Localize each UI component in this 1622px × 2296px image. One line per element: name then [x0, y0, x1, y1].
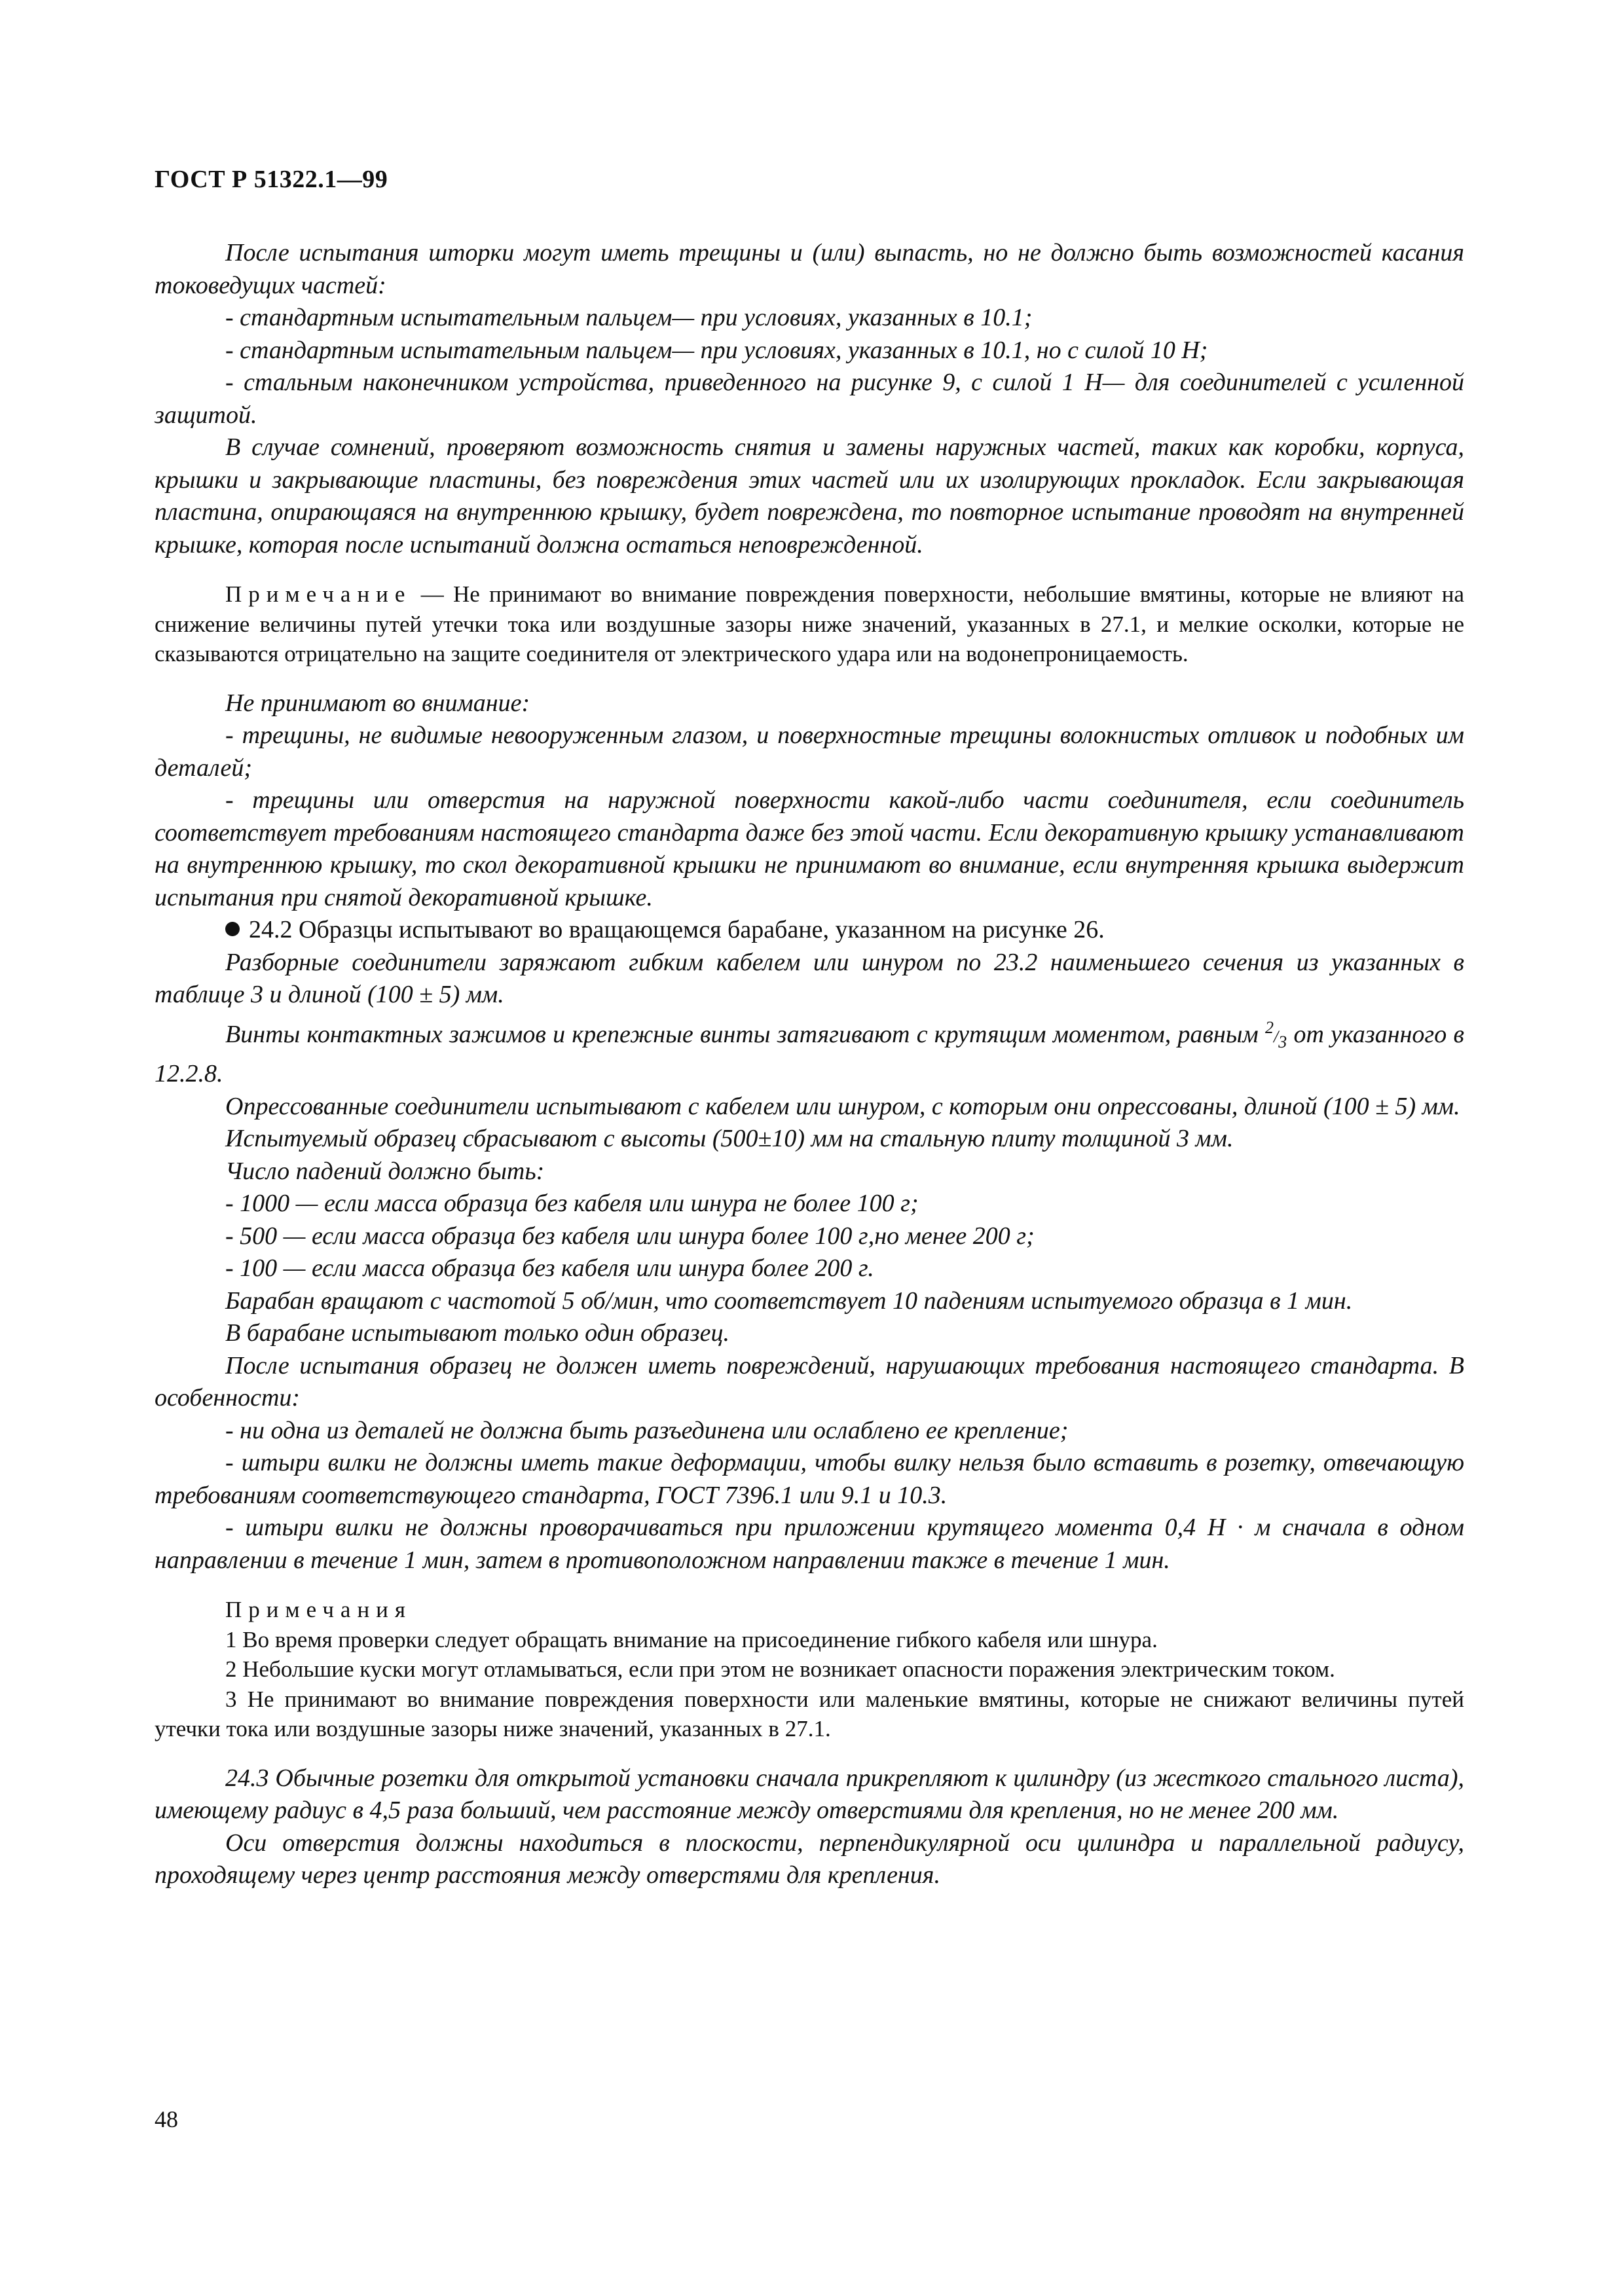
paragraph: В барабане испытывают только один образец.: [225, 1319, 729, 1347]
text-fragment: Винты контактных зажимов и крепежные винты затягивают с крутящим моментом, равным: [225, 1020, 1266, 1048]
note-item: 3 Не принимают во внимание повреждения поверхности или маленькие вмятины, которые не снижают величины путей утечки тока или воздушные зазоры ниже значений, указанных в 27.1.: [155, 1686, 1464, 1741]
list-item: - 100 — если масса образца без кабеля или шнура более 200 г.: [225, 1254, 874, 1282]
section-text: 24.2 Образцы испытывают во вращающемся барабане, указанном на рисунке 26.: [249, 916, 1105, 943]
text-fragment: от указанного в 12.2.8.: [155, 1020, 1464, 1087]
note-text: — Не принимают во внимание повреждения поверхности, небольшие вмятины, которые не влияют на снижение величины путей утечки тока или воздушные зазоры ниже значений, указанных в 27.1, и мелкие осколки, которые не сказываются отрицательно на защите соединителя от электрического удара или на водонепроницаемость.: [155, 581, 1464, 666]
paragraph: В случае сомнений, проверяют возможность снятия и замены наружных частей, таких как коробки, корпуса, крышки и закрывающие пластины, без повреждения этих частей или их изолирующих прокладок. Если закрывающая пластина, опирающаяся на внутреннюю крышку, будет повреждена, то повторное испытание проводят на внутренней крышке, которая после испытаний должна остаться неповрежденной.: [155, 433, 1464, 558]
list-item: - стандартным испытательным пальцем— при условиях, указанных в 10.1, но с силой 10 Н;: [225, 336, 1208, 364]
list-item: - ни одна из деталей не должна быть разъединена или ослаблено ее крепление;: [225, 1416, 1069, 1444]
note: [155, 579, 1464, 669]
page-content: [155, 237, 1464, 1892]
fraction-slash: /: [1274, 1027, 1279, 1046]
list-item: - стандартным испытательным пальцем— при условиях, указанных в 10.1;: [225, 304, 1033, 331]
paragraph: Барабан вращают с частотой 5 об/мин, что соответствует 10 падениям испытуемого образца в 1 мин.: [225, 1286, 1353, 1315]
list-item: - 500 — если масса образца без кабеля или шнура более 100 г,но менее 200 г;: [225, 1222, 1035, 1250]
paragraph: 24.3 Обычные розетки для открытой установки сначала прикрепляют к цилиндру (из жесткого стального листа), имеющему радиус в 4,5 раза больший, чем расстояние между отверстиями для крепления, но не менее 200 мм.: [155, 1764, 1464, 1824]
paragraph: Разборные соединители заряжают гибким кабелем или шнуром по 23.2 наименьшего сечения из указанных в таблице 3 и длиной (100 ± 5) мм.: [155, 948, 1464, 1008]
note-item: 1 Во время проверки следует обращать внимание на присоединение гибкого кабеля или шнура.: [225, 1626, 1158, 1652]
list-item: - штыри вилки не должны проворачиваться при приложении крутящего момента 0,4 Н · м сначала в одном направлении в течение 1 мин, затем в противоположном направлении также в течение 1 мин.: [155, 1514, 1464, 1574]
paragraph: Оси отверстия должны находиться в плоскости, перпендикулярной оси цилиндра и параллельной радиусу, проходящему через центр расстояния между отверстями для крепления.: [155, 1829, 1464, 1889]
paragraph: Испытуемый образец сбрасывают с высоты (500±10) мм на стальную плиту толщиной 3 мм.: [225, 1125, 1234, 1152]
list-item: - трещины, не видимые невооруженным глазом, и поверхностные трещины волокнистых отливок и подобных им деталей;: [155, 721, 1464, 782]
list-item: - 1000 — если масса образца без кабеля или шнура не более 100 г;: [225, 1190, 919, 1217]
list-item: - трещины или отверстия на наружной поверхности какой-либо части соединителя, если соединитель соответствует требованиям настоящего стандарта даже без этой части. Если декоративную крышку устанавливают на внутреннюю крышку, то скол декоративной крышки не принимают во внимание, если внутренняя крышка выдержит испытания при снятой декоративной крышке.: [155, 786, 1464, 911]
fraction-denominator: 3: [1278, 1032, 1287, 1051]
paragraph: После испытания образец не должен иметь повреждений, нарушающих требования настоящего стандарта. В особенности:: [155, 1351, 1464, 1412]
section-paragraph: [155, 914, 1464, 947]
paragraph: Опрессованные соединители испытывают с кабелем или шнуром, с которым они опрессованы, длиной (100 ± 5) мм.: [225, 1092, 1460, 1120]
page-number: 48: [155, 2106, 178, 2132]
list-item: - штыри вилки не должны иметь такие деформации, чтобы вилку нельзя было вставить в розетку, отвечающую требованиям соответствующего стандарта, ГОСТ 7396.1 или 9.1 и 10.3.: [155, 1449, 1464, 1509]
paragraph: [155, 1011, 1464, 1091]
document-header: ГОСТ Р 51322.1—99: [155, 166, 388, 193]
fraction-numerator: 2: [1265, 1017, 1274, 1037]
note-label: Примечание: [225, 581, 412, 607]
paragraph: Число падений должно быть:: [225, 1157, 545, 1185]
bullet-icon: [225, 922, 240, 936]
list-item: - стальным наконечником устройства, приведенного на рисунке 9, с силой 1 Н— для соединителей с усиленной защитой.: [155, 369, 1464, 429]
notes-heading: Примечания: [225, 1597, 413, 1622]
note-item: 2 Небольшие куски могут отламываться, если при этом не возникает опасности поражения электрическим током.: [225, 1656, 1335, 1682]
paragraph: Не принимают во внимание:: [225, 689, 530, 717]
paragraph: После испытания шторки могут иметь трещины и (или) выпасть, но не должно быть возможностей касания токоведущих частей:: [155, 239, 1464, 299]
